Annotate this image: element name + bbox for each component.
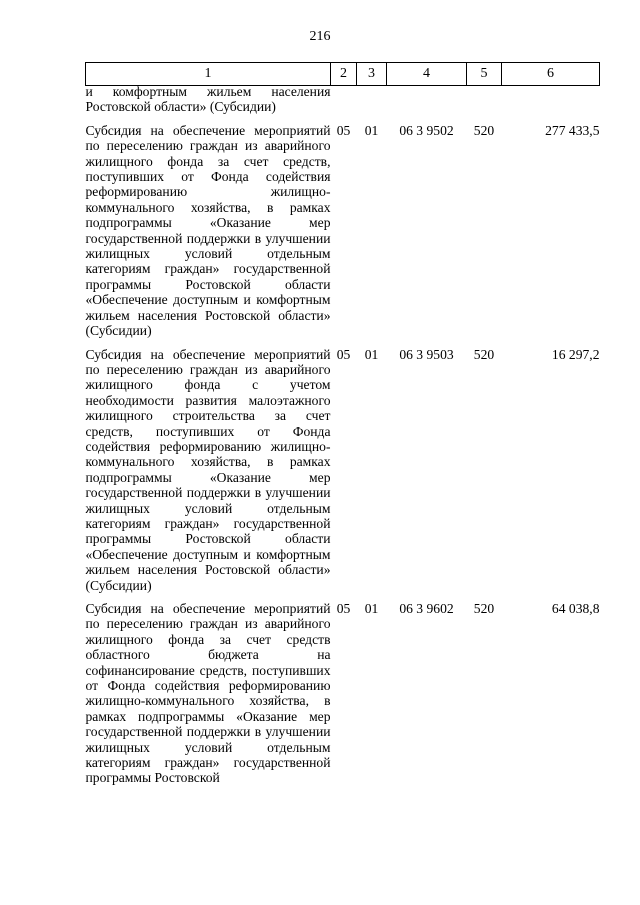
- table-row: [86, 86, 600, 115]
- row-description: [86, 115, 331, 339]
- target-article-code: 06 3 9602: [399, 601, 454, 616]
- column-header-6: 6: [502, 63, 600, 86]
- section-code: 05: [336, 601, 351, 616]
- target-article-code: 06 3 9503: [399, 346, 454, 362]
- column-header-2: 2: [331, 63, 357, 86]
- budget-table: [85, 62, 600, 786]
- expense-type-code: [467, 86, 502, 115]
- amount: 64 038,8: [551, 601, 600, 616]
- subsection-code: 01: [364, 601, 379, 616]
- row-text: и комфортным жильем населения Ростовской области» (Субсидии): [85, 84, 331, 115]
- row-text: Субсидия на обеспечение мероприятий по переселению граждан из аварийного жилищного фонда за счет средств, поступивших от Фонда содействия реформированию жилищно-коммунального хозяйства, в рамках подпрограммы «Оказание мер государственной поддержки в улучшении жилищных условий отдельным категориям граждан» государственной программы Ростовской области «Обеспечение доступным и комфортным жильем населения Ростовской области» (Субсидии): [85, 122, 331, 339]
- subsection-code: 01: [364, 346, 379, 362]
- section-code: 05: [336, 346, 351, 362]
- row-text: Субсидия на обеспечение мероприятий по переселению граждан из аварийного жилищного фонда за счет средств областного бюджета на софинансирование средств, поступивших от Фонда содействия реформированию жилищно-коммунального хозяйства, в рамках подпрограммы «Оказание мер государственной поддержки в улучшении жилищных условий отдельным категориям граждан» государственной программы Ростовской: [85, 601, 331, 786]
- subsection-code: [357, 86, 387, 115]
- row-description: [86, 339, 331, 594]
- expense-type-code: 520: [473, 601, 495, 616]
- row-description: [86, 593, 331, 786]
- expense-type-code: 520: [473, 346, 495, 362]
- table-row: [86, 115, 600, 339]
- row-description: [86, 86, 331, 115]
- table-row: [86, 593, 600, 786]
- amount: 16 297,2: [551, 346, 600, 362]
- amount: 277 433,5: [545, 122, 600, 138]
- column-header-1: 1: [86, 63, 331, 86]
- table-header-row: [86, 63, 600, 86]
- table-row: [86, 339, 600, 594]
- target-article-code: [387, 86, 467, 115]
- expense-type-code: 520: [473, 122, 495, 138]
- amount: [502, 86, 600, 115]
- column-header-3: 3: [357, 63, 387, 86]
- section-code: [331, 86, 357, 115]
- page-number: 216: [309, 29, 331, 44]
- row-text: Субсидия на обеспечение мероприятий по переселению граждан из аварийного жилищного фонда с учетом необходимости развития малоэтажного жилищного строительства за счет средств, поступивших от Фонда содействия реформированию жилищно-коммунального хозяйства, в рамках подпрограммы «Оказание мер государственной поддержки в улучшении жилищных условий отдельным категориям граждан» государственной программы Ростовской области «Обеспечение доступным и комфортным жильем населения Ростовской области» (Субсидии): [85, 346, 331, 593]
- subsection-code: 01: [364, 122, 379, 138]
- column-header-4: 4: [387, 63, 467, 86]
- column-header-5: 5: [467, 63, 502, 86]
- section-code: 05: [336, 122, 351, 138]
- target-article-code: 06 3 9502: [399, 122, 454, 138]
